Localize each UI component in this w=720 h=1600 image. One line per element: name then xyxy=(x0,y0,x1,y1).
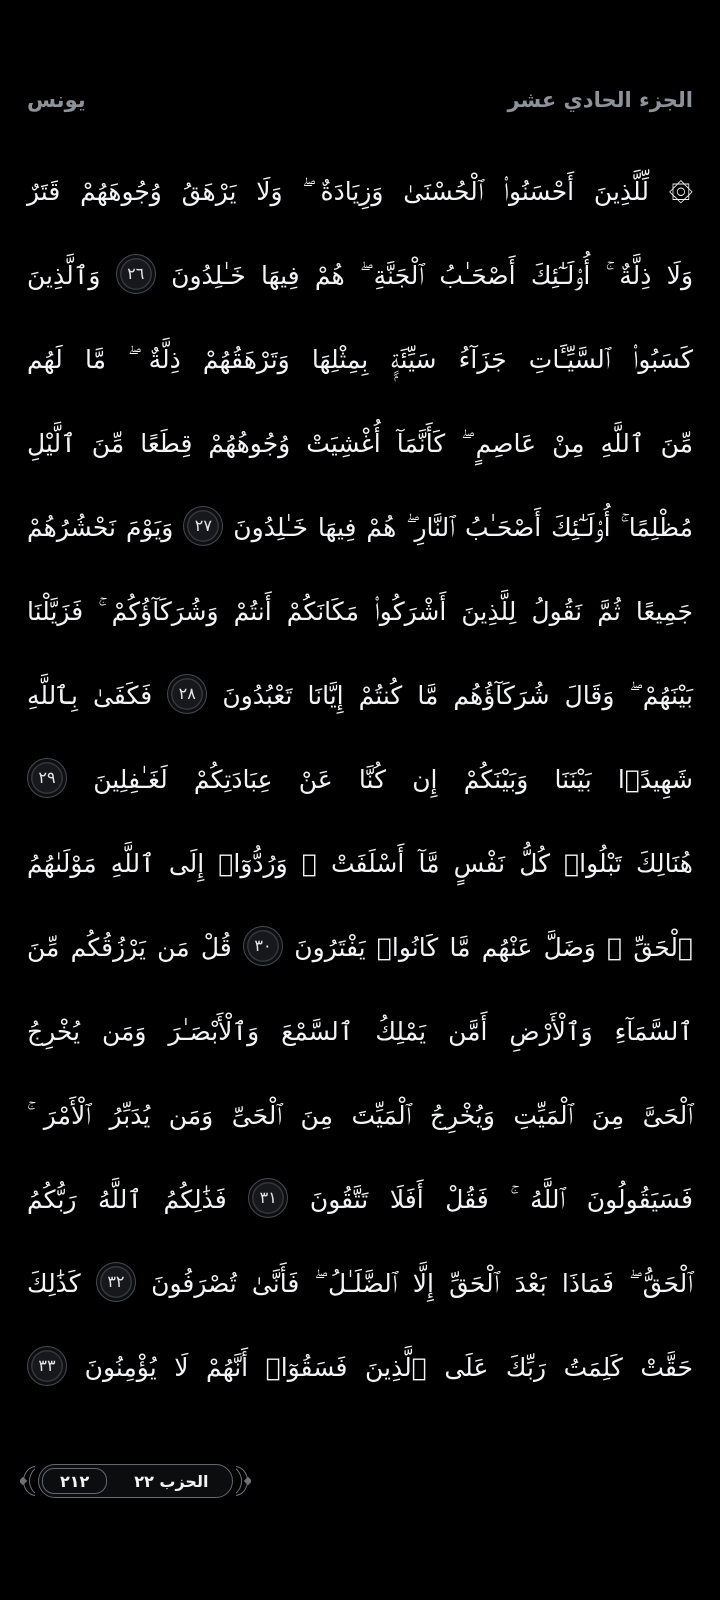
ayah-text: ٱلْحَقِّ ۖ وَضَلَّ عَنْهُم مَّا كَانُوا۟ يَفْتَرُونَ xyxy=(294,933,694,962)
ayah-text: بَيْنَهُمْ ۖ وَقَالَ شُرَكَآؤُهُم مَّا كُنتُمْ إِيَّانَا تَعْبُدُونَ xyxy=(222,681,694,710)
mushaf-page[interactable] xyxy=(0,150,720,1410)
ayah-text: ۞ لِّلَّذِينَ أَحْسَنُوا۟ ٱلْحُسْنَىٰ وَزِيَادَةٌ ۖ وَلَا يَرْهَقُ وُجُوهَهُمْ قَتَرٌ xyxy=(27,177,693,206)
footer-ornament-right-icon xyxy=(236,1463,251,1499)
ayah-text: جَمِيعًا ثُمَّ نَقُولُ لِلَّذِينَ أَشْرَكُوا۟ مَكَانَكُمْ أَنتُمْ وَشُرَكَآؤُكُمْ ۚ فَزَيَّلْنَا xyxy=(27,597,693,626)
quran-line xyxy=(27,234,693,318)
footer-ornament-left-icon xyxy=(20,1463,35,1499)
page-number: ٢١٢ xyxy=(42,1468,107,1494)
quran-line xyxy=(27,1326,693,1410)
quran-line xyxy=(27,318,693,402)
ayah-end-marker: ٣٣ xyxy=(27,1346,67,1386)
surah-label: يونس xyxy=(27,88,86,112)
juz-label: الجزء الحادي عشر xyxy=(507,88,693,112)
ayah-text: ٱلسَّمَآءِ وَٱلْأَرْضِ أَمَّن يَمْلِكُ ٱلسَّمْعَ وَٱلْأَبْصَـٰرَ وَمَن يُخْرِجُ xyxy=(27,1017,693,1046)
ayah-text: هُنَالِكَ تَبْلُوا۟ كُلُّ نَفْسٍ مَّآ أَسْلَفَتْ ۚ وَرُدُّوٓا۟ إِلَى ٱللَّهِ مَوْلَىٰهُمُ xyxy=(27,849,693,878)
hizb-page-badge[interactable] xyxy=(38,1464,233,1498)
ayah-text: مُظْلِمًا ۚ أُو۟لَـٰٓئِكَ أَصْحَـٰبُ ٱلنَّارِ ۖ هُمْ فِيهَا خَـٰلِدُونَ xyxy=(233,513,694,542)
ayah-text: فَذَٰلِكُمُ ٱللَّهُ رَبُّكُمُ xyxy=(27,1185,227,1214)
ayah-text: مِّنَ ٱللَّهِ مِنْ عَاصِمٍ ۖ كَأَنَّمَآ أُغْشِيَتْ وُجُوهُهُمْ قِطَعًا مِّنَ ٱلَّيْلِ xyxy=(27,429,693,458)
ayah-end-marker: ٣٢ xyxy=(96,1262,136,1302)
ayah-text: حَقَّتْ كَلِمَتُ رَبِّكَ عَلَى ٱلَّذِينَ فَسَقُوٓا۟ أَنَّهُمْ لَا يُؤْمِنُونَ xyxy=(84,1353,693,1382)
quran-line xyxy=(27,906,693,990)
ayah-text: شَهِيدًۢا بَيْنَنَا وَبَيْنَكُمْ إِن كُنَّا عَنْ عِبَادَتِكُمْ لَغَـٰفِلِينَ xyxy=(93,765,693,794)
quran-line xyxy=(27,150,693,234)
ayah-text: ٱلْحَىَّ مِنَ ٱلْمَيِّتِ وَيُخْرِجُ ٱلْمَيِّتَ مِنَ ٱلْحَىِّ وَمَن يُدَبِّرُ ٱلْأَمْرَ ۚ xyxy=(27,1101,693,1130)
quran-line xyxy=(27,402,693,486)
ayah-text: قُلْ مَن يَرْزُقُكُم مِّنَ xyxy=(27,933,232,962)
ayah-text: فَسَيَقُولُونَ ٱللَّهُ ۚ فَقُلْ أَفَلَا تَتَّقُونَ xyxy=(309,1185,694,1214)
ayah-text: كَذَٰلِكَ xyxy=(27,1269,81,1298)
quran-line xyxy=(27,654,693,738)
ayah-text: كَسَبُوا۟ ٱلسَّيِّـَٔاتِ جَزَآءُ سَيِّئَةٍۭ بِمِثْلِهَا وَتَرْهَقُهُمْ ذِلَّةٌ ۖ مَّا لَهُم xyxy=(27,345,693,374)
quran-line xyxy=(27,570,693,654)
ayah-end-marker: ٢٩ xyxy=(27,758,67,798)
quran-line xyxy=(27,990,693,1074)
ayah-text: فَكَفَىٰ بِٱللَّهِ xyxy=(27,681,153,710)
page-footer xyxy=(20,1462,251,1500)
quran-line xyxy=(27,1242,693,1326)
ayah-end-marker: ٣١ xyxy=(248,1178,288,1218)
ayah-text: وَلَا ذِلَّةٌ ۚ أُو۟لَـٰٓئِكَ أَصْحَـٰبُ ٱلْجَنَّةِ ۖ هُمْ فِيهَا خَـٰلِدُونَ xyxy=(171,261,694,290)
page-header xyxy=(0,88,720,112)
quran-line xyxy=(27,486,693,570)
quran-line xyxy=(27,822,693,906)
ayah-text: وَٱلَّذِينَ xyxy=(27,261,101,290)
ayah-text: ٱلْحَقُّ ۖ فَمَاذَا بَعْدَ ٱلْحَقِّ إِلَّا ٱلضَّلَـٰلُ ۖ فَأَنَّىٰ تُصْرَفُونَ xyxy=(151,1269,693,1298)
hizb-label: الحزب ٢٢ xyxy=(134,1471,209,1491)
quran-line xyxy=(27,1074,693,1158)
quran-line xyxy=(27,738,693,822)
ayah-end-marker: ٣٠ xyxy=(243,926,283,966)
ayah-text: وَيَوْمَ نَحْشُرُهُمْ xyxy=(27,513,174,542)
ayah-end-marker: ٢٦ xyxy=(116,254,156,294)
ayah-end-marker: ٢٧ xyxy=(183,506,223,546)
quran-line xyxy=(27,1158,693,1242)
ayah-end-marker: ٢٨ xyxy=(167,674,207,714)
